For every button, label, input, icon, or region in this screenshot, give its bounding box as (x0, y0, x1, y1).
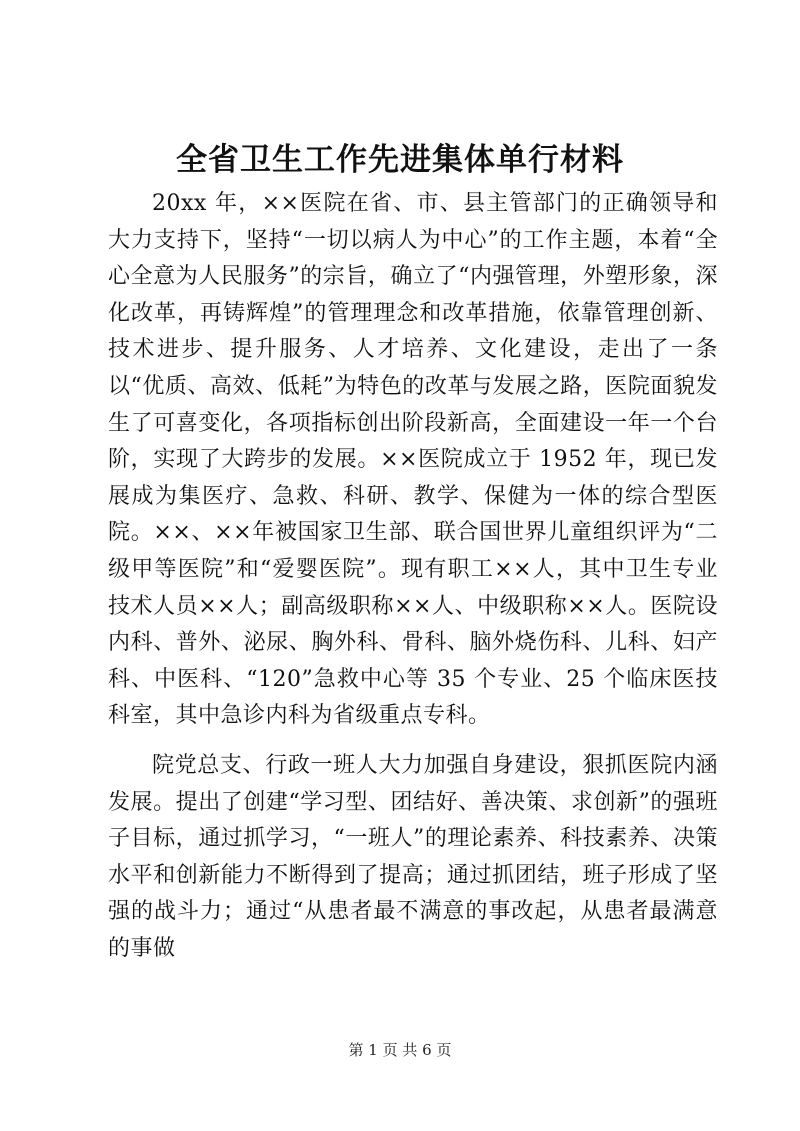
paragraph-2: 院党总支、行政一班人大力加强自身建设，狠抓医院内涵发展。提出了创建“学习型、团结好、善决策、求创新”的强班子目标，通过抓学习，“一班人”的理论素养、科技素养、决策水平和创新能力不断得到了提高；通过抓团结，班子形成了坚强的战斗力；通过“从患者最不满意的事改起，从患者最满意的事做 (108, 752, 718, 961)
paragraph-1: 20xx 年，××医院在省、市、县主管部门的正确领导和大力支持下，坚持“一切以病人为中心”的工作主题，本着“全心全意为人民服务”的宗旨，确立了“内强管理，外塑形象，深化改革，再铸辉煌”的管理理念和改革措施，依靠管理创新、技术进步、提升服务、人才培养、文化建设，走出了一条以“优质、高效、低耗”为特色的改革与发展之路，医院面貌发生了可喜变化，各项指标创出阶段新高，全面建设一年一个台阶，实现了大跨步的发展。××医院成立于 1952 年，现已发展成为集医疗、急救、科研、教学、保健为一体的综合型医院。××、××年被国家卫生部、联合国世界儿童组织评为“二级甲等医院”和“爱婴医院”。现有职工××人，其中卫生专业技术人员××人；副高级职称××人、中级职称××人。医院设内科、普外、泌尿、胸外科、骨科、脑外烧伤科、儿科、妇产科、中医科、“120”急救中心等 35 个专业、25 个临床医技科室，其中急诊内科为省级重点专科。 (108, 191, 718, 729)
document-body (108, 186, 718, 967)
document-title: 全省卫生工作先进集体单行材料 (176, 142, 624, 178)
page-footer: 第 1 页 共 6 页 (348, 1041, 452, 1059)
